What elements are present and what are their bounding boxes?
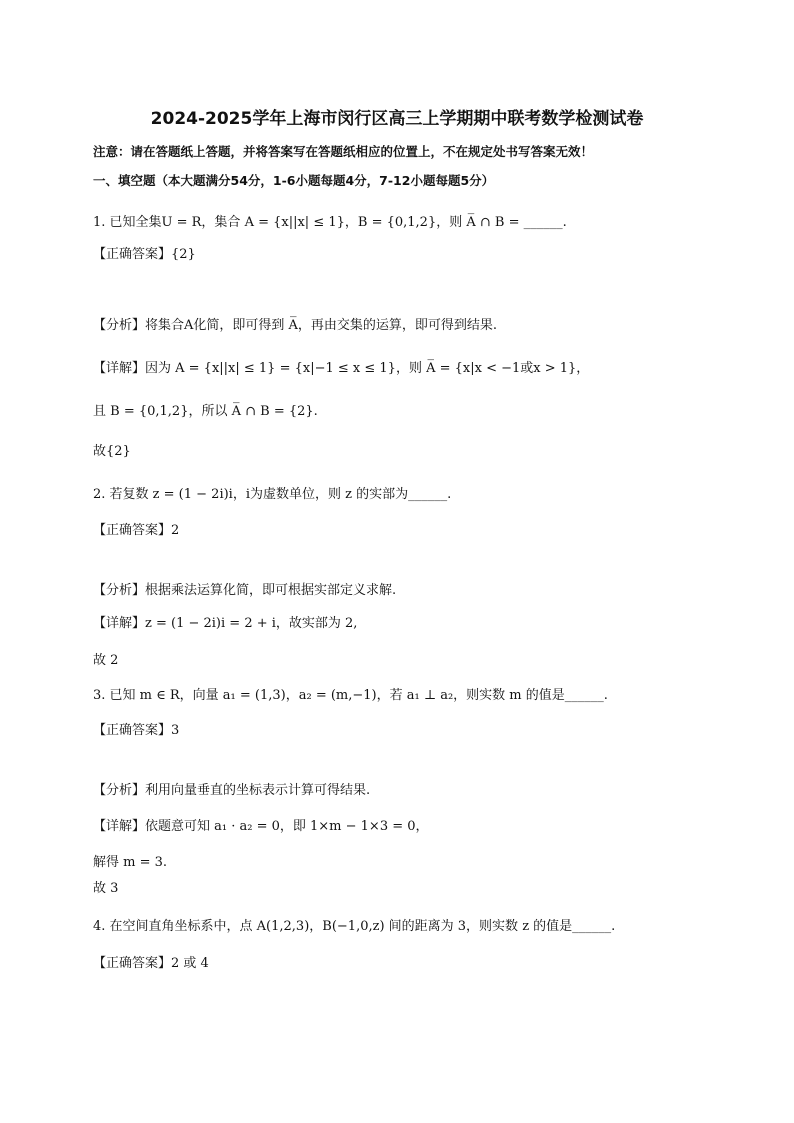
- question-3: 3. 已知 m ∈ R，向量 a₁ = (1,3)，a₂ = (m,−1)，若 a₁ ⊥ a₂，则实数 m 的值是______.: [93, 688, 608, 703]
- conclusion-2: 故 2: [93, 653, 119, 668]
- answer-2: 【正确答案】2: [93, 523, 180, 538]
- analysis-1: 【分析】将集合A化简，即可得到 A̅，再由交集的运算，即可得到结果.: [93, 318, 498, 333]
- detail-1: 【详解】因为 A = {x||x| ≤ 1} = {x|−1 ≤ x ≤ 1}，则 A̅ = {x|x < −1或x > 1}，: [93, 361, 590, 376]
- detail-2: 【详解】z = (1 − 2i)i = 2 + i，故实部为 2,: [93, 616, 358, 631]
- answer-4: 【正确答案】2 或 4: [93, 956, 209, 971]
- analysis-2: 【分析】根据乘法运算化简，即可根据实部定义求解.: [93, 583, 397, 598]
- question-1: 1. 已知全集U = R，集合 A = {x||x| ≤ 1}，B = {0,1,2}，则 A̅ ∩ B = ______.: [93, 215, 567, 230]
- page-title: 2024-2025学年上海市闵行区高三上学期期中联考数学检测试卷: [150, 109, 644, 129]
- question-4: 4. 在空间直角坐标系中，点 A(1,2,3)，B(−1,0,z) 间的距离为 3，则实数 z 的值是______.: [93, 919, 616, 934]
- detail-1-cont: 且 B = {0,1,2}，所以 A̅ ∩ B = {2}.: [93, 404, 318, 419]
- notice: 注意：请在答题纸上答题，并将答案写在答题纸相应的位置上，不在规定处书写答案无效！: [93, 144, 594, 159]
- conclusion-1: 故{2}: [93, 444, 131, 459]
- detail-3: 【详解】依题意可知 a₁ · a₂ = 0，即 1×m − 1×3 = 0，: [93, 819, 429, 834]
- analysis-3: 【分析】利用向量垂直的坐标表示计算可得结果.: [93, 783, 371, 798]
- answer-1: 【正确答案】{2}: [93, 247, 196, 262]
- detail-3-cont: 解得 m = 3.: [93, 855, 168, 870]
- answer-3: 【正确答案】3: [93, 723, 180, 738]
- question-2: 2. 若复数 z = (1 − 2i)i，i为虚数单位，则 z 的实部为______.: [93, 487, 452, 502]
- section-heading: 一、填空题（本大题满分54分，1-6小题每题4分，7-12小题每题5分）: [93, 173, 495, 188]
- conclusion-3: 故 3: [93, 881, 119, 896]
